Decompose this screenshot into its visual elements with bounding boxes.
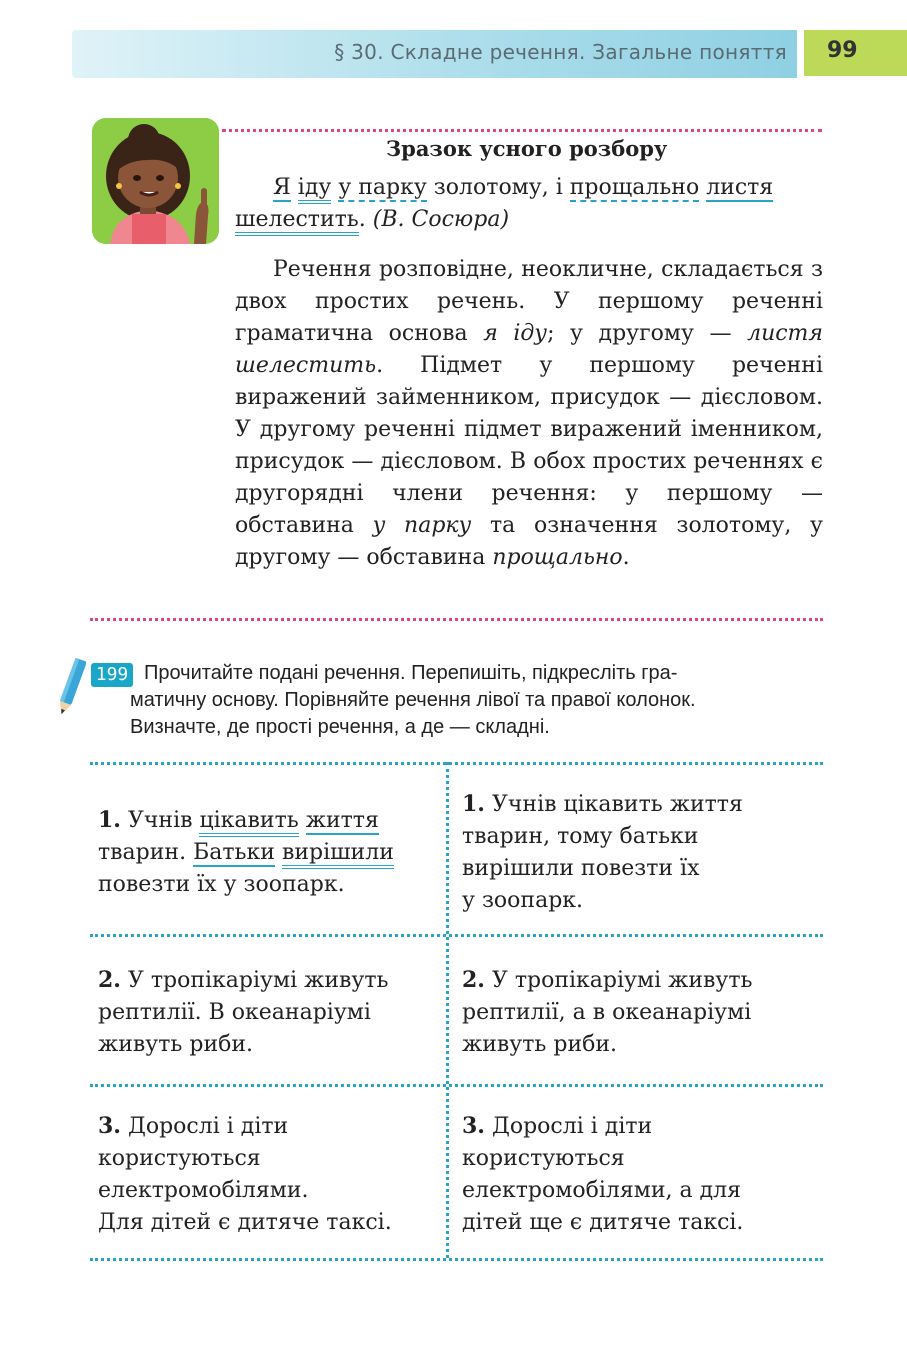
cell-text: Дорослі і діти [484, 1114, 653, 1139]
quote-adverbial-proshchalno: прощально [569, 175, 700, 200]
exercise-number-badge: 199 [91, 663, 133, 687]
analysis-italic-3: у парку [372, 513, 472, 538]
sample-quote [235, 172, 823, 236]
analysis-text-1: Речення розповідне, неокличне, складається з двох простих речень. У першому реченні граматична основа [235, 257, 823, 346]
cell-text: користуються [462, 1146, 625, 1171]
table-cell-r1-right [462, 788, 743, 917]
subject-underlined: життя [305, 808, 379, 833]
section-title: § 30. Складне речення. Загальне поняття [334, 40, 787, 64]
quote-predicate-idu: іду [298, 175, 332, 204]
item-number: 2. [98, 967, 121, 993]
cell-text: користуються [98, 1146, 261, 1171]
item-number: 3. [462, 1113, 485, 1139]
table-cell-r3-right [462, 1110, 743, 1239]
analysis-text-4: та означення золотому, у другому — обставина [235, 513, 823, 570]
quote-text-segment: золотому, і [426, 175, 570, 200]
quote-author: (В. Сосюра) [372, 207, 510, 232]
table-cell-r2-right [462, 964, 753, 1061]
cell-text: Дорослі і діти [120, 1114, 289, 1139]
quote-adverbial-u-parku: у парку [338, 175, 427, 200]
exercise-line-2: матичну основу. Порівняйте речення лівої та правої колонок. [130, 689, 696, 711]
analysis-text-2: ; у другому — [547, 321, 748, 346]
exercise-instructions [130, 660, 823, 741]
quote-predicate-shelestyt: шелестить [235, 207, 359, 236]
table-border-top [90, 762, 823, 765]
exercise-line-1: Прочитайте подані речення. Перепишіть, підкресліть гра- [144, 662, 678, 684]
quote-period: . [358, 207, 373, 232]
table-column-divider [446, 762, 449, 1258]
cell-text: У тропікаріумі живуть [120, 968, 389, 993]
cell-text: дітей ще є дитяче таксі. [462, 1210, 744, 1235]
cell-text: вирішили повезти їх [462, 856, 700, 881]
table-cell-r3-left [98, 1110, 392, 1239]
pencil-icon [56, 656, 86, 720]
cell-text: електромобілями, а для [462, 1178, 742, 1203]
subject-underlined: Батьки [193, 840, 275, 865]
quote-subject-lystia: листя [706, 175, 774, 200]
cell-text: Учнів [120, 808, 200, 833]
page-number-box [804, 30, 907, 76]
cell-space [275, 840, 282, 865]
pink-dotted-divider-bottom [90, 618, 823, 621]
cell-text: Учнів цікавить життя [484, 792, 743, 817]
cell-text: рептилії. В океанаріумі [98, 1000, 371, 1025]
table-border-bottom [90, 1258, 823, 1261]
table-cell-r2-left [98, 964, 389, 1061]
cell-text: тварин, тому батьки [462, 824, 699, 849]
item-number: 3. [98, 1113, 121, 1139]
analysis-text-3: . Підмет у першому реченні виражений займенником, присудок — дієсловом. У другому реченні підмет виражений іменником, присудок — дієсловом. В обох простих реченнях є другорядні члени речення: у першому — обставина [235, 353, 823, 538]
table-cell-r1-left [98, 804, 394, 901]
item-number: 2. [462, 967, 485, 993]
sample-heading: Зразок усного розбору [386, 136, 668, 161]
cell-text: у зоопарк. [462, 888, 584, 913]
cell-text: У тропікаріумі живуть [484, 968, 753, 993]
predicate-underlined: вирішили [282, 840, 394, 869]
exercise-line-3: Визначте, де прості речення, а де — складні. [130, 716, 550, 738]
item-number: 1. [98, 807, 121, 833]
pink-dotted-divider-top [222, 129, 822, 132]
table-border-row1 [90, 934, 823, 937]
analysis-italic-1: я іду [483, 321, 548, 346]
cell-text: тварин. [98, 840, 194, 865]
cell-text: повезти їх у зоопарк. [98, 872, 345, 897]
page-number: 99 [827, 38, 858, 63]
cell-text: живуть риби. [462, 1032, 618, 1057]
predicate-underlined: цікавить [199, 808, 298, 837]
cell-text: Для дітей є дитяче таксі. [98, 1210, 392, 1235]
analysis-text-5: . [622, 545, 630, 570]
section-header-bar [72, 30, 797, 78]
analysis-italic-2: листя шелестить [235, 321, 823, 378]
item-number: 1. [462, 791, 485, 817]
cell-text: живуть риби. [98, 1032, 254, 1057]
cell-space [299, 808, 306, 833]
girl-avatar-icon [92, 118, 219, 244]
quote-subject-ya: Я [273, 175, 291, 200]
analysis-italic-4: прощально [492, 545, 623, 570]
analysis-paragraph [235, 254, 823, 574]
cell-text: рептилії, а в океанаріумі [462, 1000, 752, 1025]
cell-text: електромобілями. [98, 1178, 309, 1203]
girl-avatar-illustration [92, 118, 219, 244]
table-border-row2 [90, 1084, 823, 1087]
